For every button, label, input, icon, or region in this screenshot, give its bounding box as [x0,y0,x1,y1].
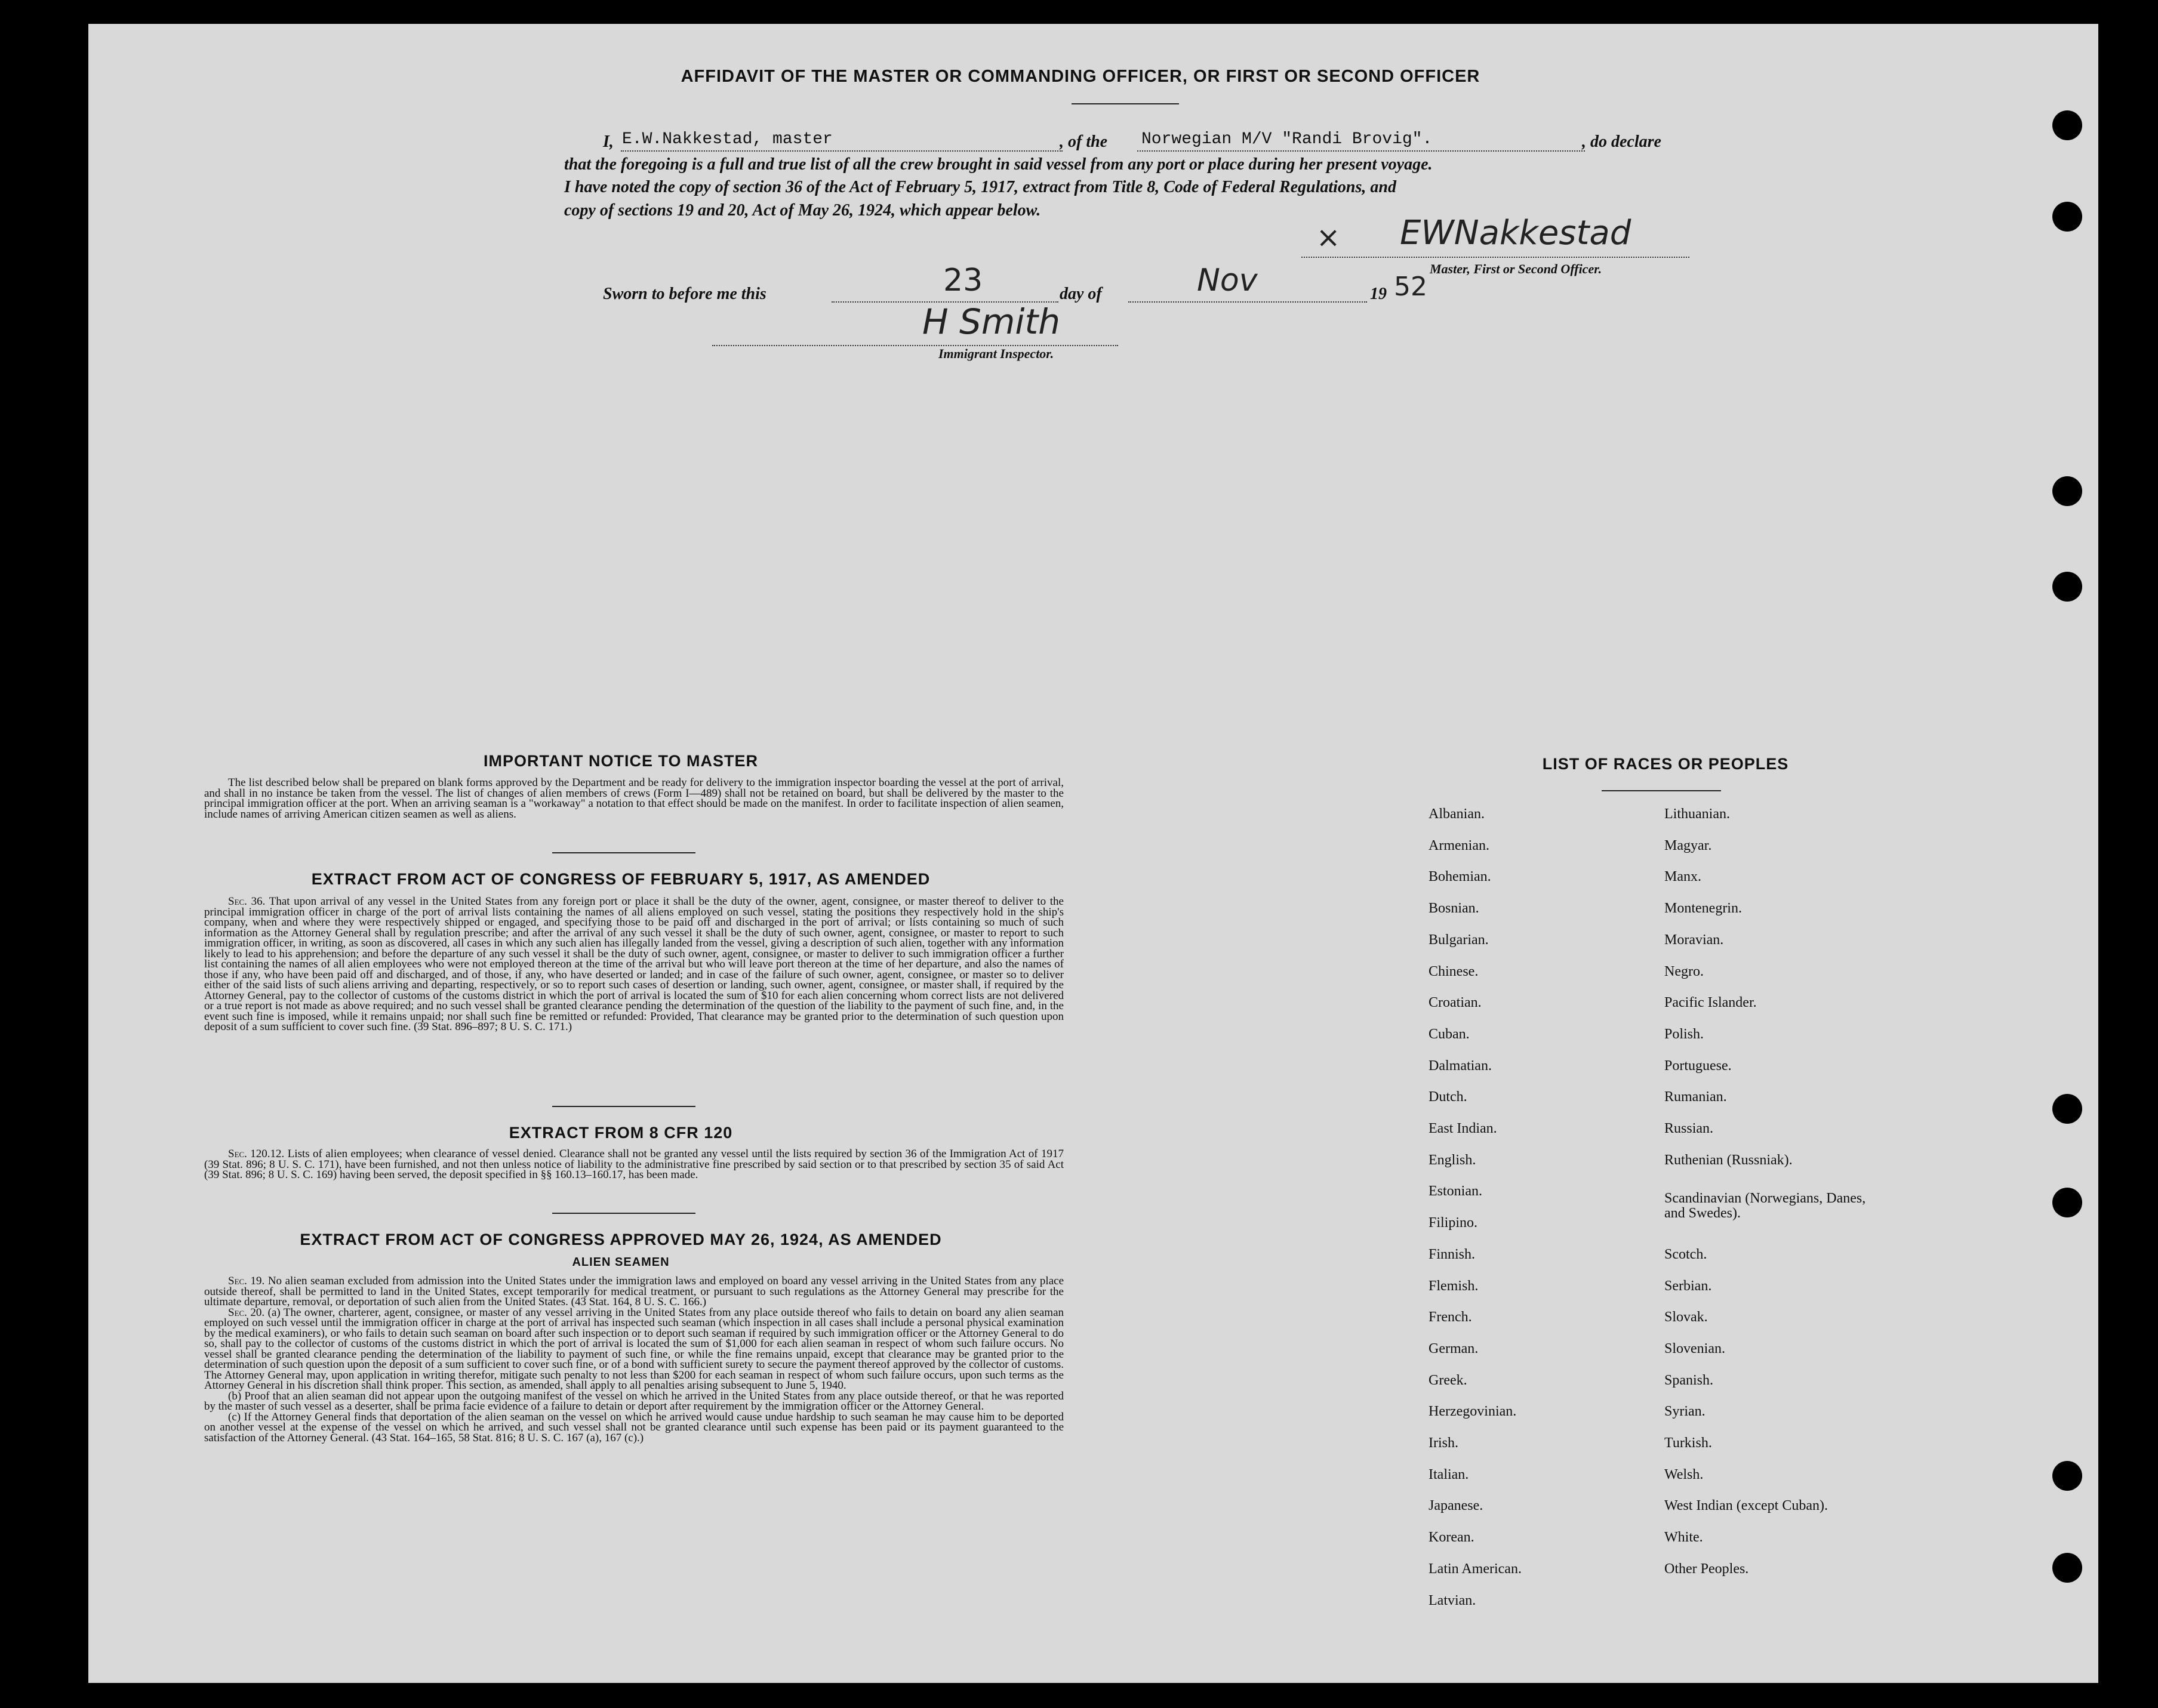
affidavit-title: AFFIDAVIT OF THE MASTER OR COMMANDING OFFICER, OR FIRST OR SECOND OFFICER [681,67,1480,86]
affidavit-pronoun: I, [603,132,614,151]
divider [552,1213,695,1214]
cfr-body [204,1149,1064,1180]
divider [552,1106,695,1107]
vessel-value: Norwegian M/V "Randi Brovig". [1141,130,1433,149]
race-item: Estonian. [1429,1183,1482,1200]
race-item: Finnish. [1429,1246,1476,1262]
punch-hole [2052,1461,2082,1491]
race-item: West Indian (except Cuban). [1664,1498,1828,1514]
race-item: Rumanian. [1664,1089,1727,1105]
race-item: Bosnian. [1429,901,1479,917]
of-the-label: , of the [1060,132,1108,151]
notice-title: IMPORTANT NOTICE TO MASTER [484,752,758,770]
sec-20b-text: (b) Proof that an alien seaman did not appear upon the outgoing manifest of the vessel on which he arrived in the United States from any place outside thereof, or that he was reported by the master of such vessel as a deserter, shall be prima facie evidence of a failure to detain or deport after requirement by the immigration officer or the Attorney General. [204,1389,1064,1413]
divider [552,852,695,853]
master-signature: EWNakkestad [1400,214,1631,252]
alien-seamen-subtitle: ALIEN SEAMEN [572,1256,670,1269]
race-item: Herzegovinian. [1429,1404,1517,1420]
race-item: Moravian. [1664,932,1724,948]
races-title-underline [1602,790,1721,791]
do-declare-label: , do declare [1582,132,1661,151]
race-item: Negro. [1664,963,1704,979]
master-signature-line [1301,239,1689,258]
race-item: Armenian. [1429,837,1489,853]
sec-20a-paragraph [204,1308,1064,1391]
punch-hole [2052,572,2082,602]
race-item: Slovak. [1664,1309,1708,1325]
race-item: Croatian. [1429,995,1482,1011]
punch-hole [2052,1553,2082,1583]
extract-1917-title: EXTRACT FROM ACT OF CONGRESS OF FEBRUARY 5, 1917, AS AMENDED [311,870,931,888]
sec-20c-paragraph [204,1412,1064,1444]
sec-19-paragraph [204,1276,1064,1308]
race-item: German. [1429,1340,1479,1356]
race-item: Albanian. [1429,806,1485,822]
sec-19-label: Sec. 19. [228,1275,265,1287]
race-item: Montenegrin. [1664,901,1742,917]
race-item: Serbian. [1664,1278,1712,1294]
race-item: Italian. [1429,1466,1469,1482]
sec-19-text: No alien seaman excluded from admission into the United States under the immigration laws and employed on board any vessel arriving in the United States from any place outside thereof, shall be permitted to land in the United States, except temporarily for medical treatment, or pursuant to such regulations as the Attorney General may prescribe for the ultimate departure, removal, or deportation of such alien from the United States. (43 Stat. 164, 8 U. S. C. 166.) [204,1275,1064,1308]
race-item: Latvian. [1429,1592,1476,1608]
race-item: Manx. [1664,869,1701,885]
race-item: Scandinavian (Norwegians, Danes, and Swedes). [1664,1191,1866,1222]
month-value: Nov [1197,263,1258,298]
affidavit-line-4: copy of sections 19 and 20, Act of May 26, 1924, which appear below. [564,201,1041,220]
race-item: Slovenian. [1664,1340,1725,1356]
sec-20b-paragraph [204,1391,1064,1412]
punch-hole [2052,1094,2082,1124]
punch-hole [2052,476,2082,506]
title-underline [1072,103,1179,104]
sworn-label: Sworn to before me this [603,285,766,303]
race-item: Other Peoples. [1664,1561,1749,1577]
race-item: Polish. [1664,1026,1704,1042]
extract-1917-body [204,896,1064,1032]
race-item: Korean. [1429,1530,1474,1546]
race-item: Pacific Islander. [1664,995,1757,1011]
sec-20a-text: (a) The owner, charterer, agent, consignee, or master of any vessel arriving in the United States from any place outside thereof who fails to detain on board any alien seaman employed on such vessel until the immigration officer in charge at the port of arrival has inspected such seaman (which inspection in all cases shall include a personal physical examination by the medical examiners), or who fails to detain such seaman on board after such inspection or to deport such seaman if required by such immigration officer or the Attorney General to do so, shall pay to the collector of customs of the customs district in which the port of arrival is located the sum of $1,000 for each alien seaman in respect of whom such failure occurs. No vessel shall be granted clearance pending the determination of the liability to payment of such fine, or while the fine remains unpaid, except that clearance may be granted prior to the determination of such question upon the deposit of a sum sufficient to cover such fine, or of a bond with sufficient surety to secure the payment thereof approved by the collector of customs. The Attorney General may, upon application in writing therefor, mitigate such penalty to not less than $200 for each seaman in respect of whom such failure occurs, upon such terms as the Attorney General in his discretion shall think proper. This section, as amended, shall apply to all penalties arising subsequent to June 5, 1940. [204,1306,1064,1392]
race-item: Portuguese. [1664,1058,1732,1074]
punch-hole [2052,202,2082,232]
cfr-title: EXTRACT FROM 8 CFR 120 [509,1124,733,1142]
race-item: Spanish. [1664,1372,1714,1388]
races-title: LIST OF RACES OR PEOPLES [1542,755,1789,773]
affidavit-line-3: I have noted the copy of section 36 of the Act of February 5, 1917, extract from Title 8, Code of Federal Regulations, and [564,178,1396,196]
year-prefix: 19 [1370,285,1387,303]
race-item: French. [1429,1309,1472,1325]
race-item: Bohemian. [1429,869,1491,885]
master-name-value: E.W.Nakkestad, master [622,130,833,149]
race-item: Chinese. [1429,963,1479,979]
inspector-caption: Immigrant Inspector. [938,346,1054,361]
master-caption: Master, First or Second Officer. [1430,261,1602,276]
notice-body [204,778,1064,819]
day-value: 23 [943,263,983,298]
race-item: Welsh. [1664,1466,1704,1482]
race-item: Syrian. [1664,1404,1706,1420]
race-item: Latin American. [1429,1561,1522,1577]
punch-hole [2052,1188,2082,1217]
inspector-signature: H Smith [922,301,1060,342]
race-item: Scotch. [1664,1246,1707,1262]
race-item: Turkish. [1664,1435,1712,1451]
extract-1924-body [204,1276,1064,1443]
race-item: Cuban. [1429,1026,1470,1042]
sec-20c-text: (c) If the Attorney General finds that deportation of the alien seaman on the vessel on which he arrived would cause undue hardship to such seaman he may cause him to be deported on another vessel at the expense of the vessel on which he arrived, and such vessel shall not be granted clearance until such expense has been paid or its payment guaranteed to the satisfaction of the Attorney General. (43 Stat. 164–165, 58 Stat. 816; 8 U. S. C. 167 (a), 167 (c).) [204,1410,1064,1444]
race-item: Dutch. [1429,1089,1467,1105]
race-item: Japanese. [1429,1498,1483,1514]
sec-36-text: That upon arrival of any vessel in the United States from any foreign port or place it shall be the duty of the owner, agent, consignee, or master thereof to deliver to the principal immigration officer in charge of the port of arrival lists containing the names of all aliens employed on such vessel, stating the positions they respectively hold in the ship's company, when and where they were respectively shipped or engaged, and specifying those to be paid off and discharged in the port of arrival; or lists containing so much of such information as the Attorney General shall by regulation prescribe; and after the arrival of any such vessel it shall be the duty of such owner, agent, consignee, or master to report to such immigration officer, in writing, as soon as discovered, all cases in which any such alien has illegally landed from the vessel, giving a description of such alien, together with any information likely to lead to his apprehension; and before the departure of any such vessel it shall be the duty of such owner, agent, consignee, or master to deliver to such immigration officer a further list containing the names of all alien employees who were not employed thereon at the time of the arrival but who will leave port thereon at the time of her departure, and also the names of those if any, who have been paid off and discharged, and of those, if any, who have deserted or landed; and in case of the failure of such owner, agent, consignee, or master so to deliver either of the said lists of such aliens arriving and departing, respectively, or so to report such cases of desertion or landing, such owner, agent, consignee, or master shall, if required by the Attorney General, pay to the collector of customs of the customs district in which the port of arrival is located the sum of $10 for each alien concerning whom correct lists are not delivered or a true report is not made as above required; and no such vessel shall be granted clearance pending the determination of the question of the liability to the payment of such fine, and, in the event such fine is imposed, while it remains unpaid; nor shall such fine be remitted or refunded: Provided, That clearance may be granted prior to the determination of such question upon deposit of a sum sufficient to cover such fine. (39 Stat. 896–897; 8 U. S. C. 171.) [204,895,1064,1033]
race-item: Bulgarian. [1429,932,1489,948]
sec-120-12-text: Lists of alien employees; when clearance of vessel denied. Clearance shall not be granted any vessel until the lists required by section 36 of the Immigration Act of 1917 (39 Stat. 896; 8 U. S. C. 171), have been furnished, and not then unless notice of liability to the administrative fine prescribed by said section or to that prescribed by section 35 of said Act (39 Stat. 896; 8 U. S. C. 169) having been served, the deposit specified in §§ 160.13–160.17, has been made. [204,1148,1064,1181]
punch-hole [2052,110,2082,140]
notice-text: The list described below shall be prepared on blank forms approved by the Department and be ready for delivery to the immigration inspector boarding the vessel at the port of arrival, and shall in no instance be taken from the vessel. The list of changes of alien members of crews (Form I—489) shall not be retained on board, but shall be delivered by the master to the principal immigration officer at the port. When an arriving seaman is a "workaway" a notation to that effect should be made on the manifest. In order to facilitate inspection of alien seamen, include names of arriving American citizen seamen as well as aliens. [204,776,1064,821]
race-item: Filipino. [1429,1215,1478,1231]
race-item: Greek. [1429,1372,1467,1388]
sec-20-label: Sec. 20. [228,1306,265,1319]
race-item: Irish. [1429,1435,1458,1451]
sec-120-12-label: Sec. 120.12. [228,1148,285,1160]
inspector-line [712,327,1118,346]
affidavit-line-2: that the foregoing is a full and true list of all the crew brought in said vessel from any port or place during her present voyage. [564,155,1433,174]
race-item: White. [1664,1530,1703,1546]
race-item: Russian. [1664,1121,1714,1136]
day-of-label: day of [1060,285,1102,303]
race-item: Dalmatian. [1429,1058,1492,1074]
race-item: Magyar. [1664,837,1712,853]
race-item: English. [1429,1152,1476,1168]
extract-1924-title: EXTRACT FROM ACT OF CONGRESS APPROVED MAY 26, 1924, AS AMENDED [300,1231,942,1248]
master-mark: × [1316,221,1341,254]
sec-36-label: Sec. 36. [228,895,266,908]
race-item: East Indian. [1429,1121,1497,1136]
race-item: Ruthenian (Russniak). [1664,1152,1793,1168]
year-value: 52 [1394,272,1427,302]
race-item: Flemish. [1429,1278,1479,1294]
race-item: Lithuanian. [1664,806,1730,822]
